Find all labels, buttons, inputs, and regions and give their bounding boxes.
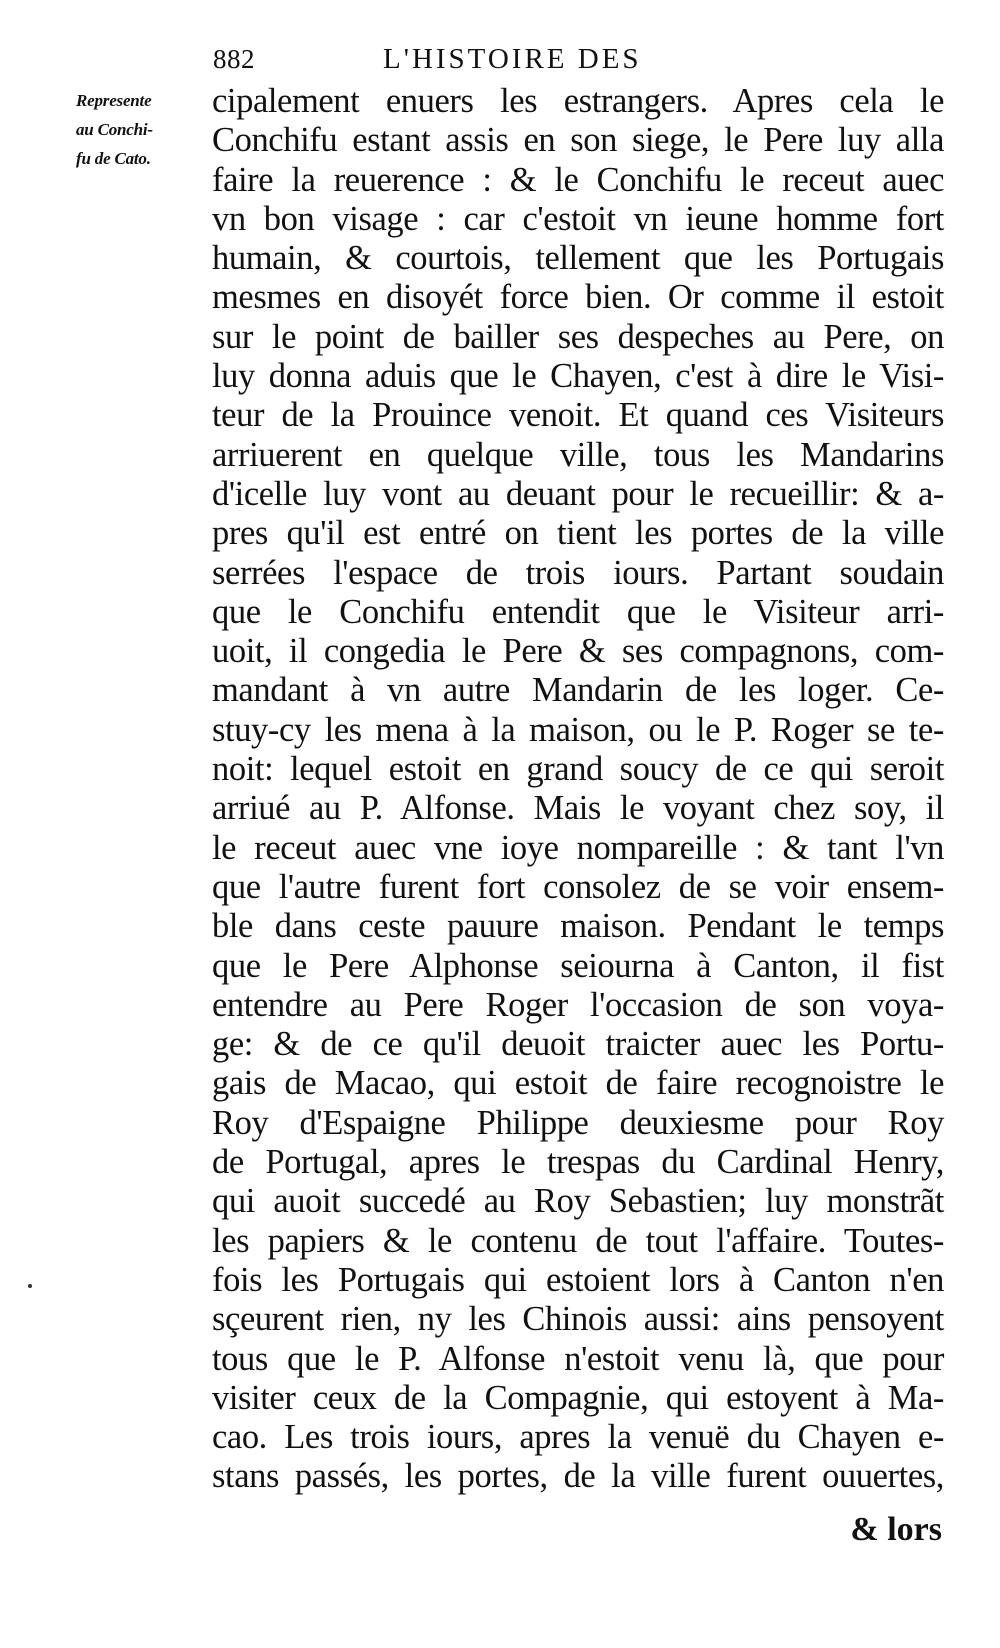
page-number: 882 <box>213 44 255 74</box>
text-line: que l'autre furent fort consolez de se voir ensem- <box>212 867 944 906</box>
text-line: arriué au P. Alfonse. Mais le voyant chez soy, il <box>212 789 944 828</box>
text-line: mesmes en disoyét force bien. Or comme il estoit <box>212 278 944 317</box>
text-line: que le Pere Alphonse seiourna à Canton, il fist <box>212 946 944 985</box>
text-line: ge: & de ce qu'il deuoit traicter auec les Portu- <box>212 1025 944 1064</box>
text-line: stuy-cy les mena à la maison, ou le P. Roger se te- <box>212 710 944 749</box>
text-line: serrées l'espace de trois iours. Partant soudain <box>212 553 944 592</box>
text-line: le receut auec vne ioye nompareille : & tant l'vn <box>212 828 944 867</box>
text-line: noit: lequel estoit en grand soucy de ce qui seroit <box>212 750 944 789</box>
text-line: uoit, il congedia le Pere & ses compagnons, com- <box>212 632 944 671</box>
text-line: luy donna aduis que le Chayen, c'est à dire le Visi- <box>212 357 944 396</box>
text-line: faire la reuerence : & le Conchifu le receut auec <box>212 160 944 199</box>
text-line: stans passés, les portes, de la ville furent ouuertes, <box>212 1457 944 1496</box>
text-line: d'icelle luy vont au deuant pour le recueillir: & a- <box>212 474 944 513</box>
text-line: de Portugal, apres le trespas du Cardinal Henry, <box>212 1143 944 1182</box>
margin-note-line: au Conchi- <box>76 120 153 139</box>
main-text-block <box>212 82 944 1497</box>
page-header <box>213 40 773 78</box>
text-line: gais de Macao, qui estoit de faire recognoistre le <box>212 1064 944 1103</box>
text-line: les papiers & le contenu de tout l'affaire. Toutes- <box>212 1221 944 1260</box>
text-line: cao. Les trois iours, apres la venuë du Chayen e- <box>212 1418 944 1457</box>
text-line: sur le point de bailler ses despeches au Pere, on <box>212 317 944 356</box>
text-line: Roy d'Espaigne Philippe deuxiesme pour Roy <box>212 1103 944 1142</box>
text-line: mandant à vn autre Mandarin de les loger. Ce- <box>212 671 944 710</box>
text-line: visiter ceux de la Compagnie, qui estoyent à Ma- <box>212 1378 944 1417</box>
text-line: entendre au Pere Roger l'occasion de son voya- <box>212 985 944 1024</box>
margin-note-line: Represente <box>76 91 152 110</box>
text-line: que le Conchifu entendit que le Visiteur arri- <box>212 592 944 631</box>
text-line: Conchifu estant assis en son siege, le Pere luy alla <box>212 121 944 160</box>
text-line: teur de la Prouince venoit. Et quand ces Visiteurs <box>212 396 944 435</box>
text-line: vn bon visage : car c'estoit vn ieune homme fort <box>212 199 944 238</box>
margin-note-line: fu de Cato. <box>76 149 151 168</box>
text-line: fois les Portugais qui estoient lors à Canton n'en <box>212 1260 944 1299</box>
text-line: tous que le P. Alfonse n'estoit venu là, que pour <box>212 1339 944 1378</box>
margin-mark <box>28 1284 32 1288</box>
text-line: cipalement enuers les estrangers. Apres cela le <box>212 82 944 120</box>
margin-note <box>76 86 198 173</box>
text-line: sçeurent rien, ny les Chinois aussi: ains pensoyent <box>212 1300 944 1339</box>
text-line: humain, & courtois, tellement que les Portugais <box>212 239 944 278</box>
text-line: ble dans ceste pauure maison. Pendant le temps <box>212 907 944 946</box>
text-line: arriuerent en quelque ville, tous les Mandarins <box>212 435 944 474</box>
catchword: & lors <box>850 1511 942 1548</box>
text-line: pres qu'il est entré on tient les portes de la ville <box>212 514 944 553</box>
text-line: qui auoit succedé au Roy Sebastien; luy monstrãt <box>212 1182 944 1221</box>
running-head: L'HISTOIRE DES <box>383 43 642 75</box>
